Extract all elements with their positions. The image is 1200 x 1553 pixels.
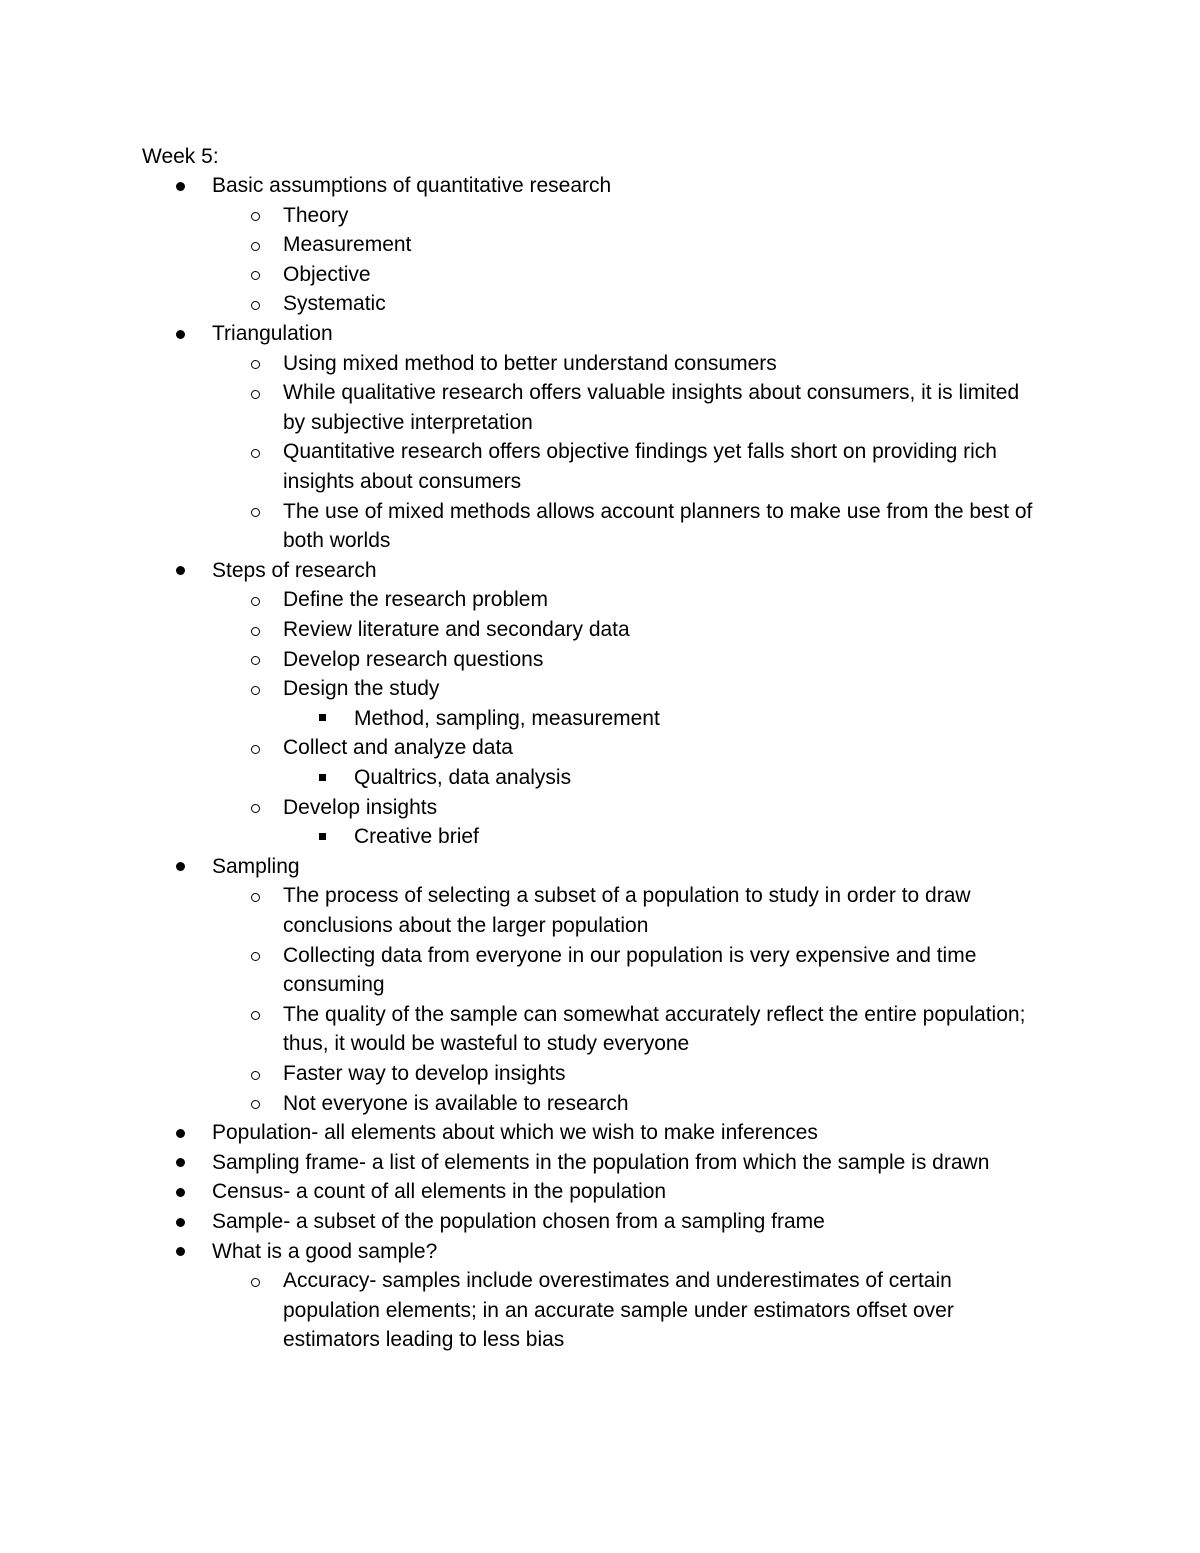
list-item-continuation: consuming	[283, 973, 385, 997]
circle-bullet-icon	[251, 212, 260, 221]
square-bullet-icon	[319, 714, 326, 721]
circle-bullet-icon	[251, 242, 260, 251]
square-bullet-icon	[319, 833, 326, 840]
circle-bullet-icon	[251, 804, 260, 813]
bullet-icon	[176, 1129, 185, 1138]
circle-bullet-icon	[251, 360, 260, 369]
list-item: Census- a count of all elements in the population	[212, 1180, 667, 1204]
list-item: Sampling frame- a list of elements in the population from which the sample is drawn	[212, 1150, 990, 1174]
bullet-icon	[176, 1247, 185, 1256]
bullet-icon	[176, 182, 185, 191]
circle-bullet-icon	[251, 597, 260, 606]
list-item: Using mixed method to better understand consumers	[283, 351, 777, 375]
list-item: Method, sampling, measurement	[354, 706, 660, 730]
list-item: The process of selecting a subset of a population to study in order to draw	[283, 884, 971, 908]
list-item-continuation: by subjective interpretation	[283, 410, 533, 434]
bullet-icon	[176, 330, 185, 339]
circle-bullet-icon	[251, 449, 260, 458]
page-heading: Week 5:	[142, 145, 219, 168]
list-item: Measurement	[283, 233, 412, 257]
circle-bullet-icon	[251, 508, 260, 517]
circle-bullet-icon	[251, 1100, 260, 1109]
list-item: Population- all elements about which we wish to make inferences	[212, 1121, 818, 1145]
list-item-continuation: estimators leading to less bias	[283, 1328, 565, 1352]
list-item: Systematic	[283, 292, 386, 316]
circle-bullet-icon	[251, 390, 260, 399]
circle-bullet-icon	[251, 271, 260, 280]
list-item: Design the study	[283, 677, 440, 701]
list-item: Theory	[283, 203, 349, 227]
list-item: Qualtrics, data analysis	[354, 766, 572, 789]
square-bullet-icon	[319, 774, 326, 781]
bullet-icon	[176, 1188, 185, 1197]
list-item: Review literature and secondary data	[283, 618, 630, 641]
list-item: Sample- a subset of the population chosen from a sampling frame	[212, 1210, 825, 1233]
list-item-continuation: population elements; in an accurate sample under estimators offset over	[283, 1298, 954, 1322]
list-item: Sampling	[212, 854, 300, 878]
circle-bullet-icon	[251, 1011, 260, 1020]
circle-bullet-icon	[251, 627, 260, 636]
list-item: Faster way to develop insights	[283, 1062, 566, 1085]
circle-bullet-icon	[251, 745, 260, 754]
list-item: Objective	[283, 262, 371, 286]
list-item: Collect and analyze data	[283, 736, 513, 760]
list-item: The quality of the sample can somewhat accurately reflect the entire population;	[283, 1002, 1026, 1026]
bullet-icon	[176, 862, 185, 871]
list-item-continuation: insights about consumers	[283, 470, 522, 493]
list-item: What is a good sample?	[212, 1239, 438, 1263]
list-item: Develop insights	[283, 795, 438, 819]
bullet-icon	[176, 1218, 185, 1227]
list-item: Creative brief	[354, 825, 479, 849]
list-item: Accuracy- samples include overestimates and underestimates of certain	[283, 1269, 952, 1293]
list-item: Steps of research	[212, 558, 377, 582]
circle-bullet-icon	[251, 1278, 260, 1287]
list-item: Not everyone is available to research	[283, 1091, 629, 1115]
list-item: Quantitative research offers objective findings yet falls short on providing rich	[283, 440, 997, 464]
bullet-icon	[176, 1158, 185, 1167]
list-item: While qualitative research offers valuable insights about consumers, it is limited	[283, 381, 1020, 405]
circle-bullet-icon	[251, 1071, 260, 1080]
list-item: Collecting data from everyone in our population is very expensive and time	[283, 943, 977, 967]
list-item: Triangulation	[212, 322, 333, 345]
circle-bullet-icon	[251, 301, 260, 310]
list-item: Define the research problem	[283, 588, 548, 612]
list-item-continuation: conclusions about the larger population	[283, 914, 649, 937]
circle-bullet-icon	[251, 656, 260, 665]
list-item-continuation: thus, it would be wasteful to study everyone	[283, 1032, 690, 1056]
circle-bullet-icon	[251, 686, 260, 695]
list-item: Basic assumptions of quantitative research	[212, 174, 612, 197]
circle-bullet-icon	[251, 952, 260, 961]
list-item: The use of mixed methods allows account planners to make use from the best of	[283, 499, 1033, 523]
list-item-continuation: both worlds	[283, 529, 391, 553]
list-item: Develop research questions	[283, 647, 544, 671]
bullet-icon	[176, 566, 185, 575]
circle-bullet-icon	[251, 893, 260, 902]
